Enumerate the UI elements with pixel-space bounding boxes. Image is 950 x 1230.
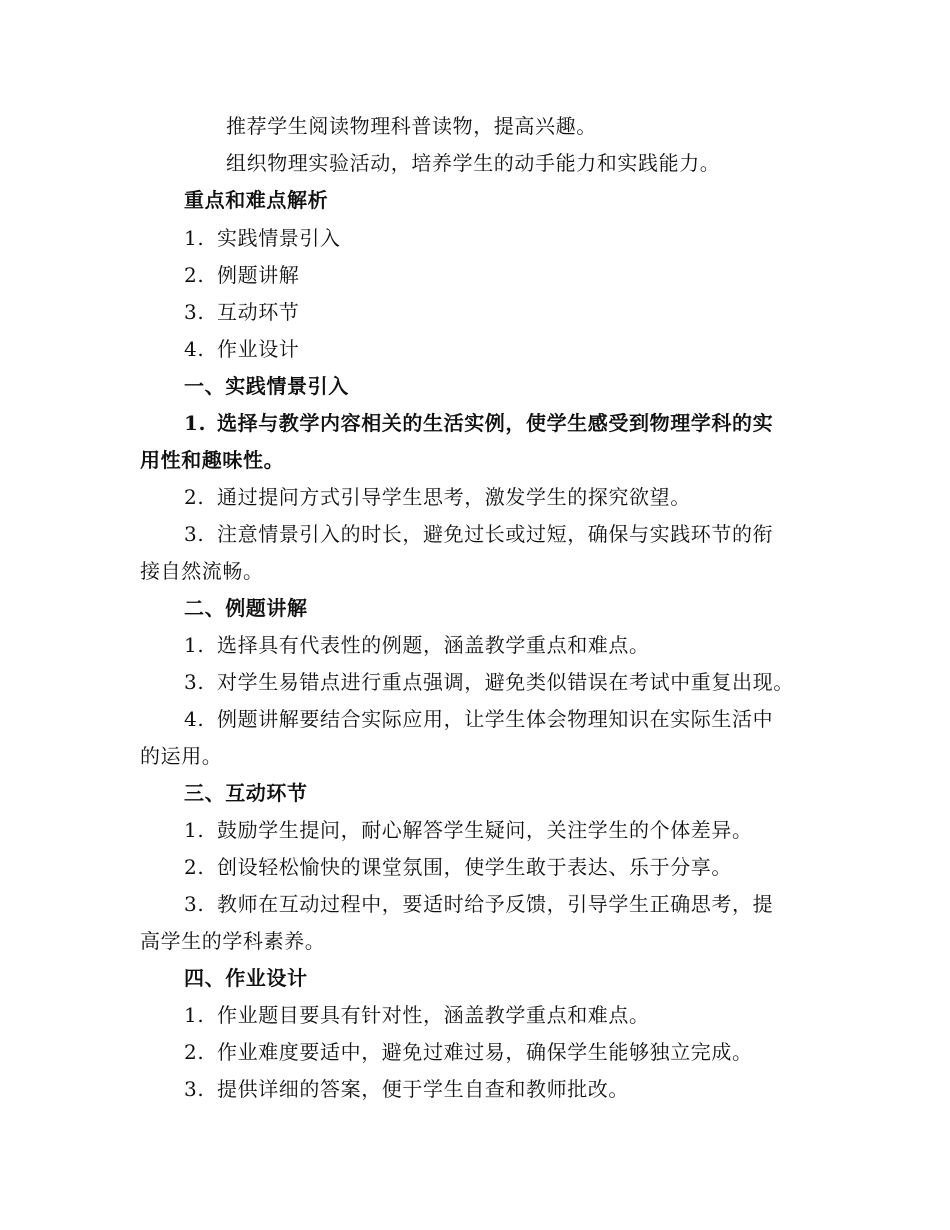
section-3-item-3-continued: 高学生的学科素养。 (140, 929, 326, 953)
intro-line-2: 组织物理实验活动，培养学生的动手能力和实践能力。 (226, 151, 721, 175)
section-1-item-3: 3. 注意情景引入的时长，避免过长或过短，确保与实践环节的衔 (184, 522, 774, 546)
section-4-item-1: 1. 作业题目要具有针对性，涵盖教学重点和难点。 (184, 1003, 650, 1027)
focus-item: 4. 作业设计 (184, 337, 300, 361)
section-1-item-2: 2. 通过提问方式引导学生思考，激发学生的探究欲望。 (184, 485, 691, 509)
section-3-heading: 三、互动环节 (184, 781, 308, 805)
section-1-heading: 一、实践情景引入 (184, 374, 349, 398)
section-1-item-3-continued: 接自然流畅。 (140, 559, 264, 583)
section-3-item-2: 2. 创设轻松愉快的课堂氛围，使学生敢于表达、乐于分享。 (184, 855, 732, 879)
section-3-item-3: 3. 教师在互动过程中，要适时给予反馈，引导学生正确思考，提 (184, 892, 774, 916)
section-2-item-3: 4. 例题讲解要结合实际应用，让学生体会物理知识在实际生活中 (184, 707, 774, 731)
section-1-item-1: 1. 选择与教学内容相关的生活实例，使学生感受到物理学科的实 (184, 411, 774, 435)
section-2-item-3-continued: 的运用。 (140, 744, 223, 768)
section-1-item-1-continued: 用性和趣味性。 (140, 448, 285, 472)
section-4-item-2: 2. 作业难度要适中，避免过难过易，确保学生能够独立完成。 (184, 1040, 753, 1064)
focus-item: 2. 例题讲解 (184, 263, 300, 287)
focus-item: 3. 互动环节 (184, 300, 300, 324)
focus-heading: 重点和难点解析 (184, 188, 329, 212)
section-4-heading: 四、作业设计 (184, 966, 308, 990)
section-4-item-3: 3. 提供详细的答案，便于学生自查和教师批改。 (184, 1077, 629, 1101)
focus-item: 1. 实践情景引入 (184, 226, 341, 250)
section-2-item-2: 3. 对学生易错点进行重点强调，避免类似错误在考试中重复出现。 (184, 670, 794, 694)
intro-line-1: 推荐学生阅读物理科普读物，提高兴趣。 (226, 114, 597, 138)
section-3-item-1: 1. 鼓励学生提问，耐心解答学生疑问，关注学生的个体差异。 (184, 818, 753, 842)
section-2-heading: 二、例题讲解 (184, 596, 308, 620)
section-2-item-1: 1. 选择具有代表性的例题，涵盖教学重点和难点。 (184, 633, 650, 657)
